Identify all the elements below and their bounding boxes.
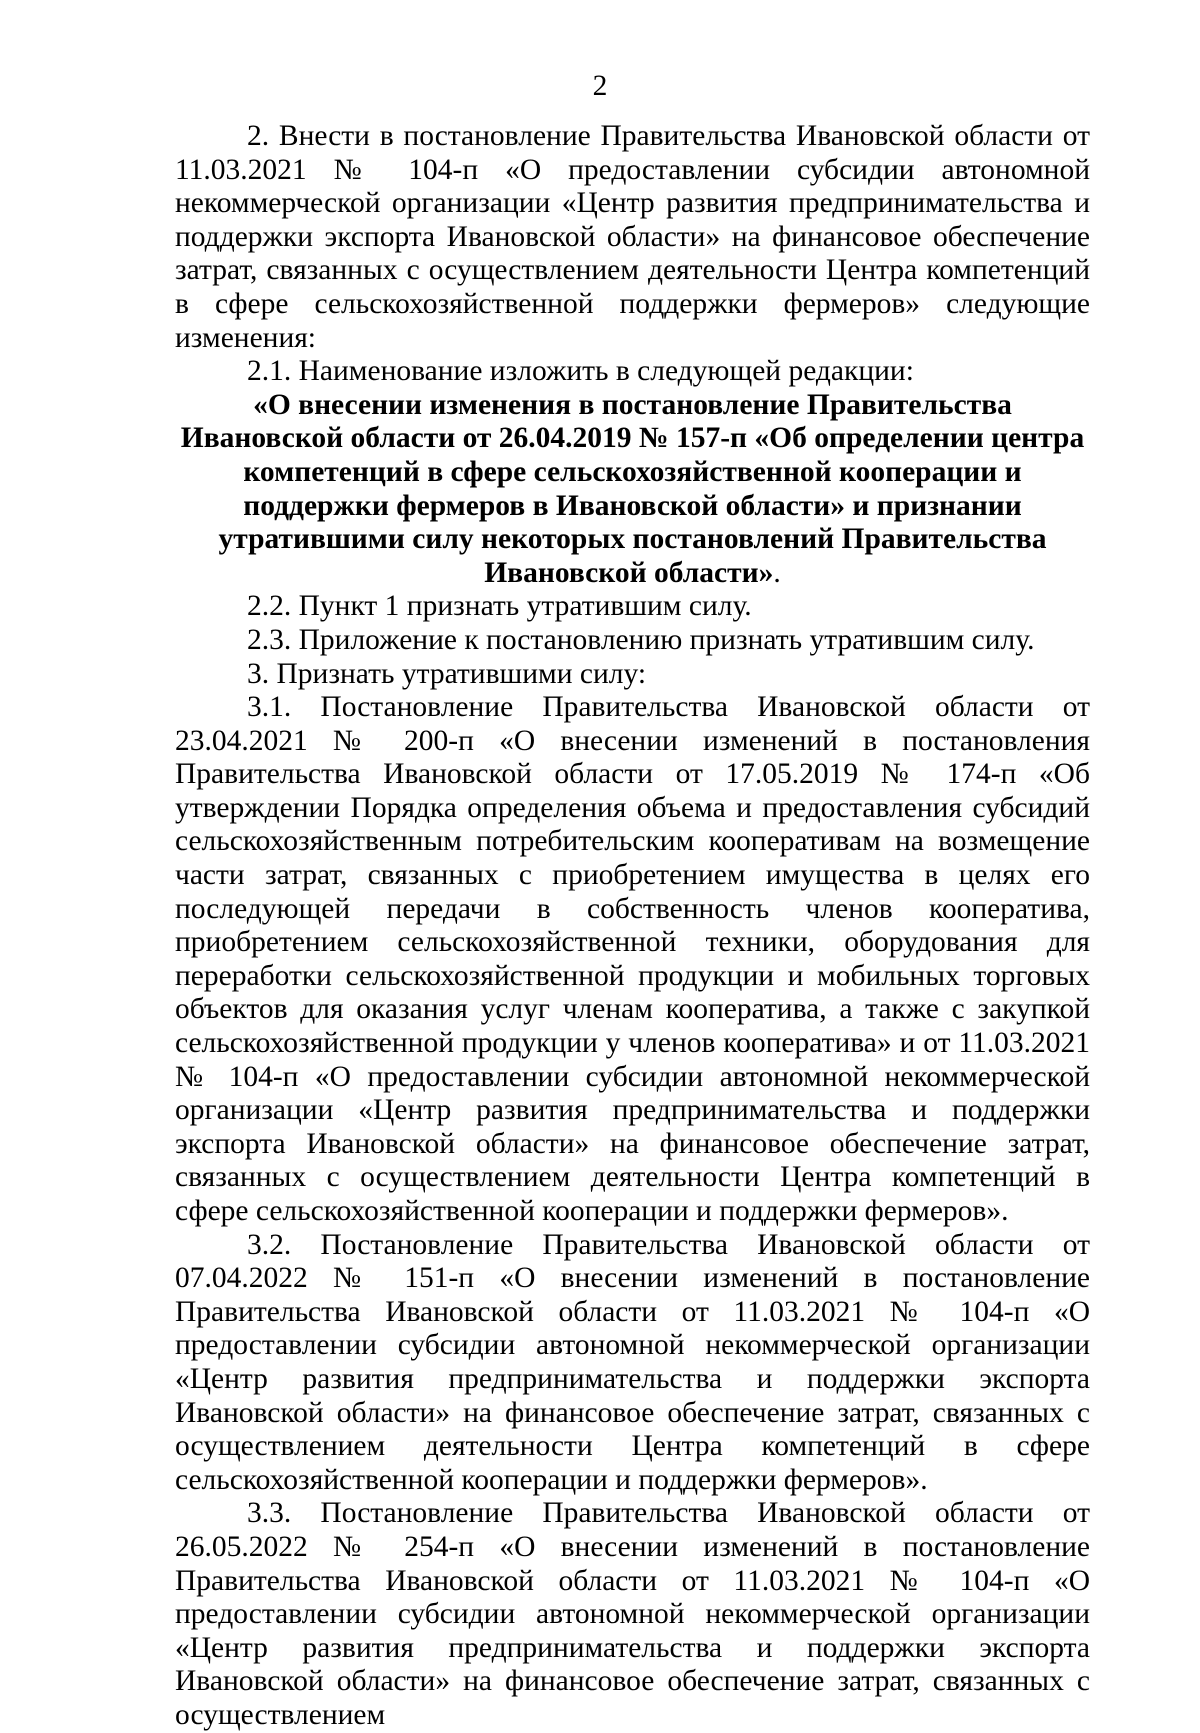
- new-title-text: «О внесении изменения в постановление Правительства Ивановской области от 26.04.2019 № 157-п «Об определении центра компетенций в сфере сельскохозяйственной кооперации и поддержки фермеров в Ивановской области» и признании утратившими силу некоторых постановлений Правительства Ивановской области»: [180, 388, 1085, 589]
- document-body: [175, 120, 1090, 1733]
- paragraph-3-2: 3.2. Постановление Правительства Ивановской области от 07.04.2022 № 151-п «О внесении изменений в постановление Правительства Ивановской области от 11.03.2021 № 104-п «О предоставлении субсидии автономной некоммерческой организации «Центр развития предпринимательства и поддержки экспорта Ивановской области» на финансовое обеспечение затрат, связанных с осуществлением деятельности Центра компетенций в сфере сельскохозяйственной кооперации и поддержки фермеров».: [175, 1228, 1090, 1496]
- new-title-period: .: [773, 556, 781, 589]
- paragraph-3: 3. Признать утратившими силу:: [247, 657, 647, 690]
- paragraph-2-3: 2.3. Приложение к постановлению признать утратившим силу.: [247, 623, 1035, 656]
- paragraph-2-2: 2.2. Пункт 1 признать утратившим силу.: [247, 590, 752, 623]
- paragraph-3-3: 3.3. Постановление Правительства Ивановской области от 26.05.2022 № 254-п «О внесении изменений в постановление Правительства Ивановской области от 11.03.2021 № 104-п «О предоставлении субсидии автономной некоммерческой организации «Центр развития предпринимательства и поддержки экспорта Ивановской области» на финансовое обеспечение затрат, связанных с осуществлением: [175, 1497, 1090, 1731]
- page-number: 2: [592, 70, 608, 102]
- paragraph-3-1: 3.1. Постановление Правительства Ивановской области от 23.04.2021 № 200-п «О внесении изменений в постановления Правительства Ивановской области от 17.05.2019 № 174-п «Об утверждении Порядка определения объема и предоставления субсидий сельскохозяйственным потребительским кооперативам на возмещение части затрат, связанных с приобретением имущества в целях его последующей передачи в собственность членов кооператива, приобретением сельскохозяйственной техники, оборудования для переработки сельскохозяйственной продукции и мобильных торговых объектов для оказания услуг членам кооператива, а также с закупкой сельскохозяйственной продукции у членов кооператива» и от 11.03.2021 № 104-п «О предоставлении субсидии автономной некоммерческой организации «Центр развития предпринимательства и поддержки экспорта Ивановской области» на финансовое обеспечение затрат, связанных с осуществлением деятельности Центра компетенций в сфере сельскохозяйственной кооперации и поддержки фермеров».: [175, 691, 1090, 1227]
- paragraph-2-1: 2.1. Наименование изложить в следующей редакции:: [247, 355, 914, 388]
- paragraph-2: 2. Внести в постановление Правительства Ивановской области от 11.03.2021 № 104-п «О предоставлении субсидии автономной некоммерческой организации «Центр развития предпринимательства и поддержки экспорта Ивановской области» на финансовое обеспечение затрат, связанных с осуществлением деятельности Центра компетенций в сфере сельскохозяйственной поддержки фермеров» следующие изменения:: [175, 120, 1090, 354]
- new-title-quote: [175, 389, 1090, 591]
